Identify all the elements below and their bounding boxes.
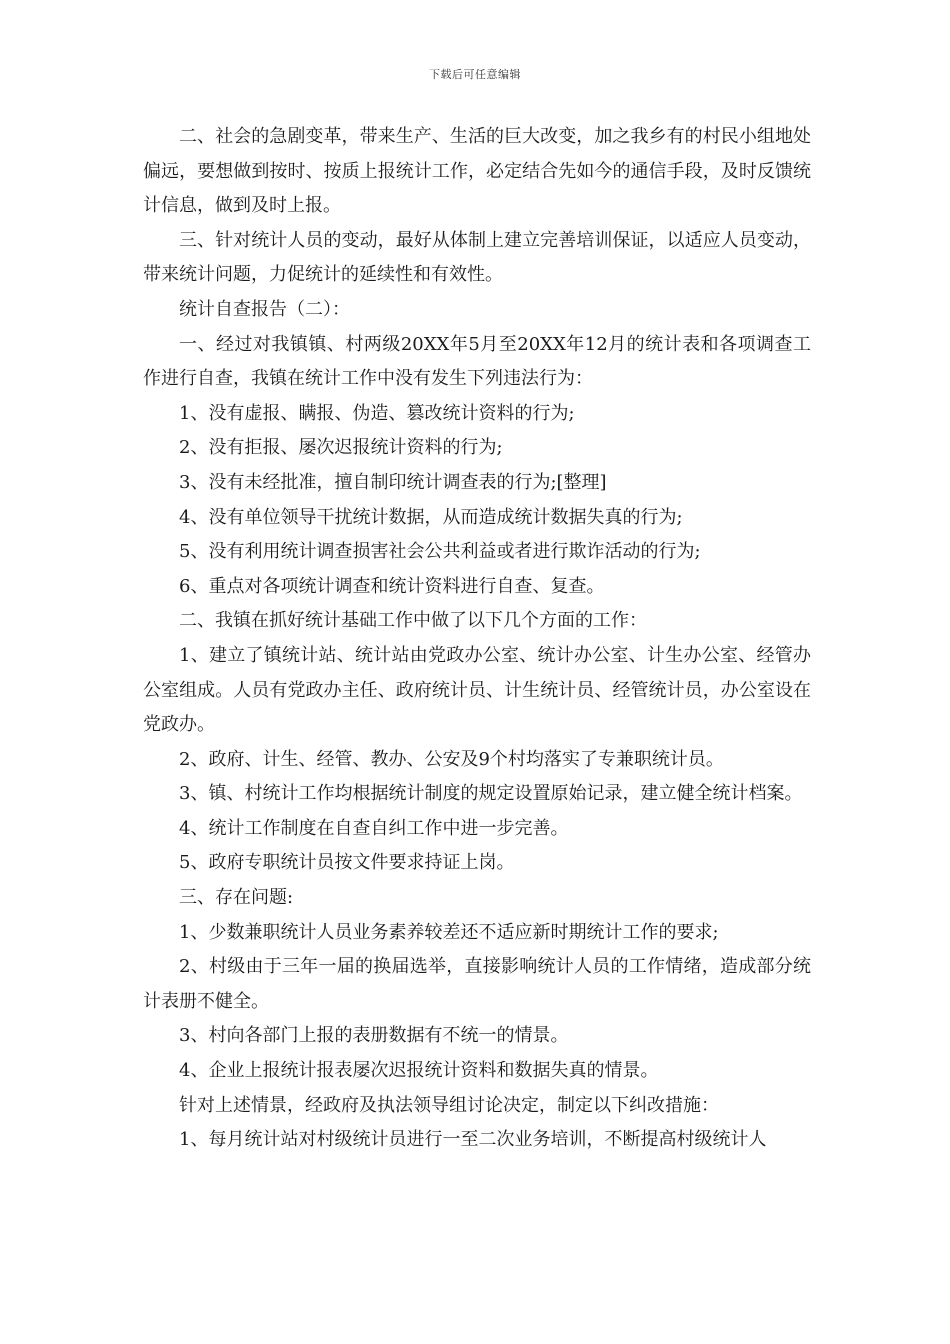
list-item: 4、企业上报统计报表屡次迟报统计资料和数据失真的情景。 xyxy=(179,1060,659,1082)
list-item: 4、没有单位领导干扰统计数据，从而造成统计数据失真的行为; xyxy=(179,506,683,528)
list-item: 5、政府专职统计员按文件要求持证上岗。 xyxy=(179,852,515,874)
paragraph: 一、经过对我镇镇、村两级20XX年5月至20XX年12月的统计表和各项调查工作进行自查，我镇在统计工作中没有发生下列违法行为： xyxy=(143,333,811,390)
list-item: 2、没有拒报、屡次迟报统计资料的行为; xyxy=(179,437,503,459)
list-item: 1、没有虚报、瞒报、伪造、篡改统计资料的行为; xyxy=(179,402,575,424)
paragraph: 二、我镇在抓好统计基础工作中做了以下几个方面的工作： xyxy=(179,610,647,632)
paragraph: 针对上述情景，经政府及执法领导组讨论决定，制定以下纠改措施： xyxy=(179,1094,719,1116)
list-item: 3、村向各部门上报的表册数据有不统一的情景。 xyxy=(179,1025,569,1047)
list-item: 6、重点对各项统计调查和统计资料进行自查、复查。 xyxy=(179,575,605,597)
list-item: 2、村级由于三年一届的换届选举，直接影响统计人员的工作情绪，造成部分统计表册不健全。 xyxy=(143,956,811,1012)
list-item: 1、少数兼职统计人员业务素养较差还不适应新时期统计工作的要求; xyxy=(179,921,719,943)
list-item: 3、镇、村统计工作均根据统计制度的规定设置原始记录，建立健全统计档案。 xyxy=(179,783,803,805)
list-item: 1、建立了镇统计站、统计站由党政办公室、统计办公室、计生办公室、经管办公室组成。人员有党政办主任、政府统计员、计生统计员、经管统计员，办公室设在党政办。 xyxy=(143,644,811,736)
list-item: 5、没有利用统计调查损害社会公共利益或者进行欺诈活动的行为; xyxy=(179,541,701,563)
paragraph: 三、针对统计人员的变动，最好从体制上建立完善培训保证，以适应人员变动，带来统计问题，力促统计的延续性和有效性。 xyxy=(143,229,811,286)
list-item: 3、没有未经批准，擅自制印统计调查表的行为;[整理] xyxy=(179,471,607,493)
paragraph: 三、存在问题: xyxy=(179,887,294,909)
list-item: 2、政府、计生、经管、教办、公安及9个村均落实了专兼职统计员。 xyxy=(179,748,724,770)
section-title: 统计自查报告（二）： xyxy=(179,298,350,320)
list-item: 1、每月统计站对村级统计员进行一至二次业务培训，不断提高村级统计人 xyxy=(179,1129,767,1151)
document-body xyxy=(143,120,811,1158)
list-item: 4、统计工作制度在自查自纠工作中进一步完善。 xyxy=(179,817,569,839)
paragraph: 二、社会的急剧变革，带来生产、生活的巨大改变，加之我乡有的村民小组地处偏远，要想做到按时、按质上报统计工作，必定结合先如今的通信手段，及时反馈统计信息，做到及时上报。 xyxy=(143,126,811,217)
page-header-note: 下载后可任意编辑 xyxy=(429,68,521,81)
